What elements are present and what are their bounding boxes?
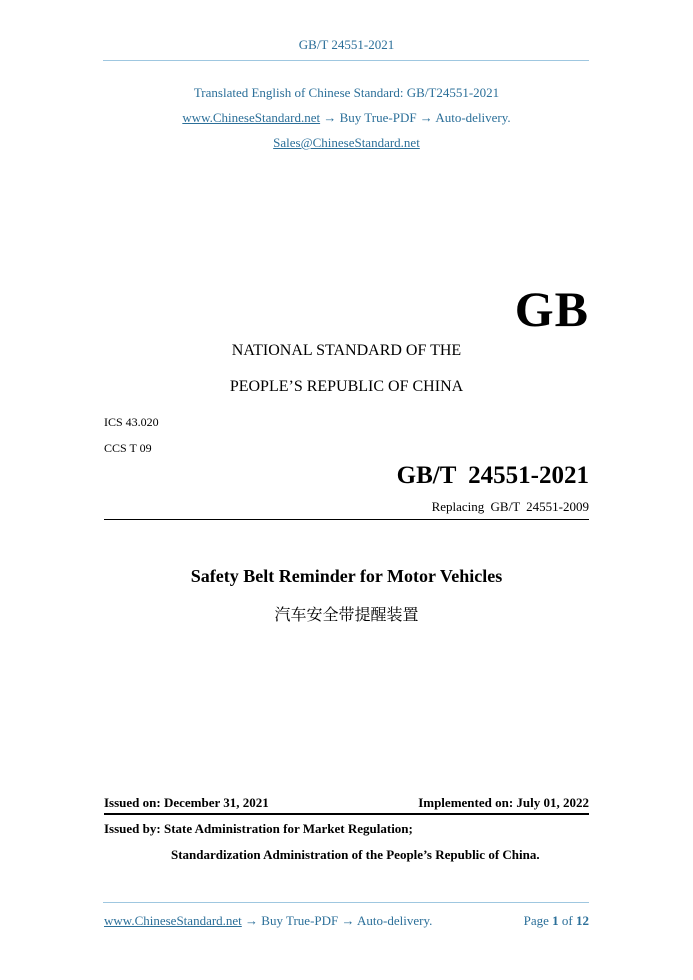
footer-buy-text: → Buy True-PDF → Auto-delivery. — [245, 913, 433, 928]
national-standard-line1: NATIONAL STANDARD OF THE — [231, 342, 462, 359]
promo-line: Translated English of Chinese Standard: GB/T24551-2021 — [193, 85, 500, 100]
gb-logo: GB — [514, 281, 589, 337]
footer-site-link[interactable]: www.ChineseStandard.net — [104, 913, 242, 928]
promo-buy-line — [0, 110, 693, 126]
ccs-code: CCS T 09 — [104, 441, 152, 455]
header-divider — [103, 60, 589, 61]
footer-divider — [103, 902, 589, 903]
dates-divider — [104, 813, 589, 815]
sales-email-link[interactable]: Sales@ChineseStandard.net — [273, 135, 420, 150]
promo-buy-text: → Buy True-PDF → Auto-delivery. — [323, 110, 511, 125]
implemented-date: Implemented on: July 01, 2022 — [418, 795, 589, 810]
standard-number: GB/T 24551-2021 — [396, 462, 589, 489]
page-label: Page — [523, 913, 549, 928]
national-standard-line2: PEOPLE’S REPUBLIC OF CHINA — [229, 378, 464, 395]
page-of: of — [561, 913, 573, 928]
promo-email-line — [0, 135, 693, 151]
issuer-line2: Standardization Administration of the People’s Republic of China. — [171, 847, 540, 862]
site-link[interactable]: www.ChineseStandard.net — [182, 110, 321, 125]
page-current: 1 — [552, 913, 559, 928]
document-title-chinese: 汽车安全带提醒装置 — [274, 605, 419, 624]
title-divider — [104, 519, 589, 520]
issuer-line1: Issued by: State Administration for Market Regulation; — [104, 821, 413, 836]
issued-date: Issued on: December 31, 2021 — [104, 795, 269, 810]
replacing-standard: Replacing GB/T 24551-2009 — [431, 499, 589, 514]
footer-promo — [104, 913, 432, 929]
ics-code: ICS 43.020 — [104, 415, 159, 429]
page-total: 12 — [576, 913, 589, 928]
document-title: Safety Belt Reminder for Motor Vehicles — [190, 566, 503, 586]
header-standard-code: GB/T 24551-2021 — [298, 37, 395, 52]
page-indicator — [524, 913, 589, 929]
